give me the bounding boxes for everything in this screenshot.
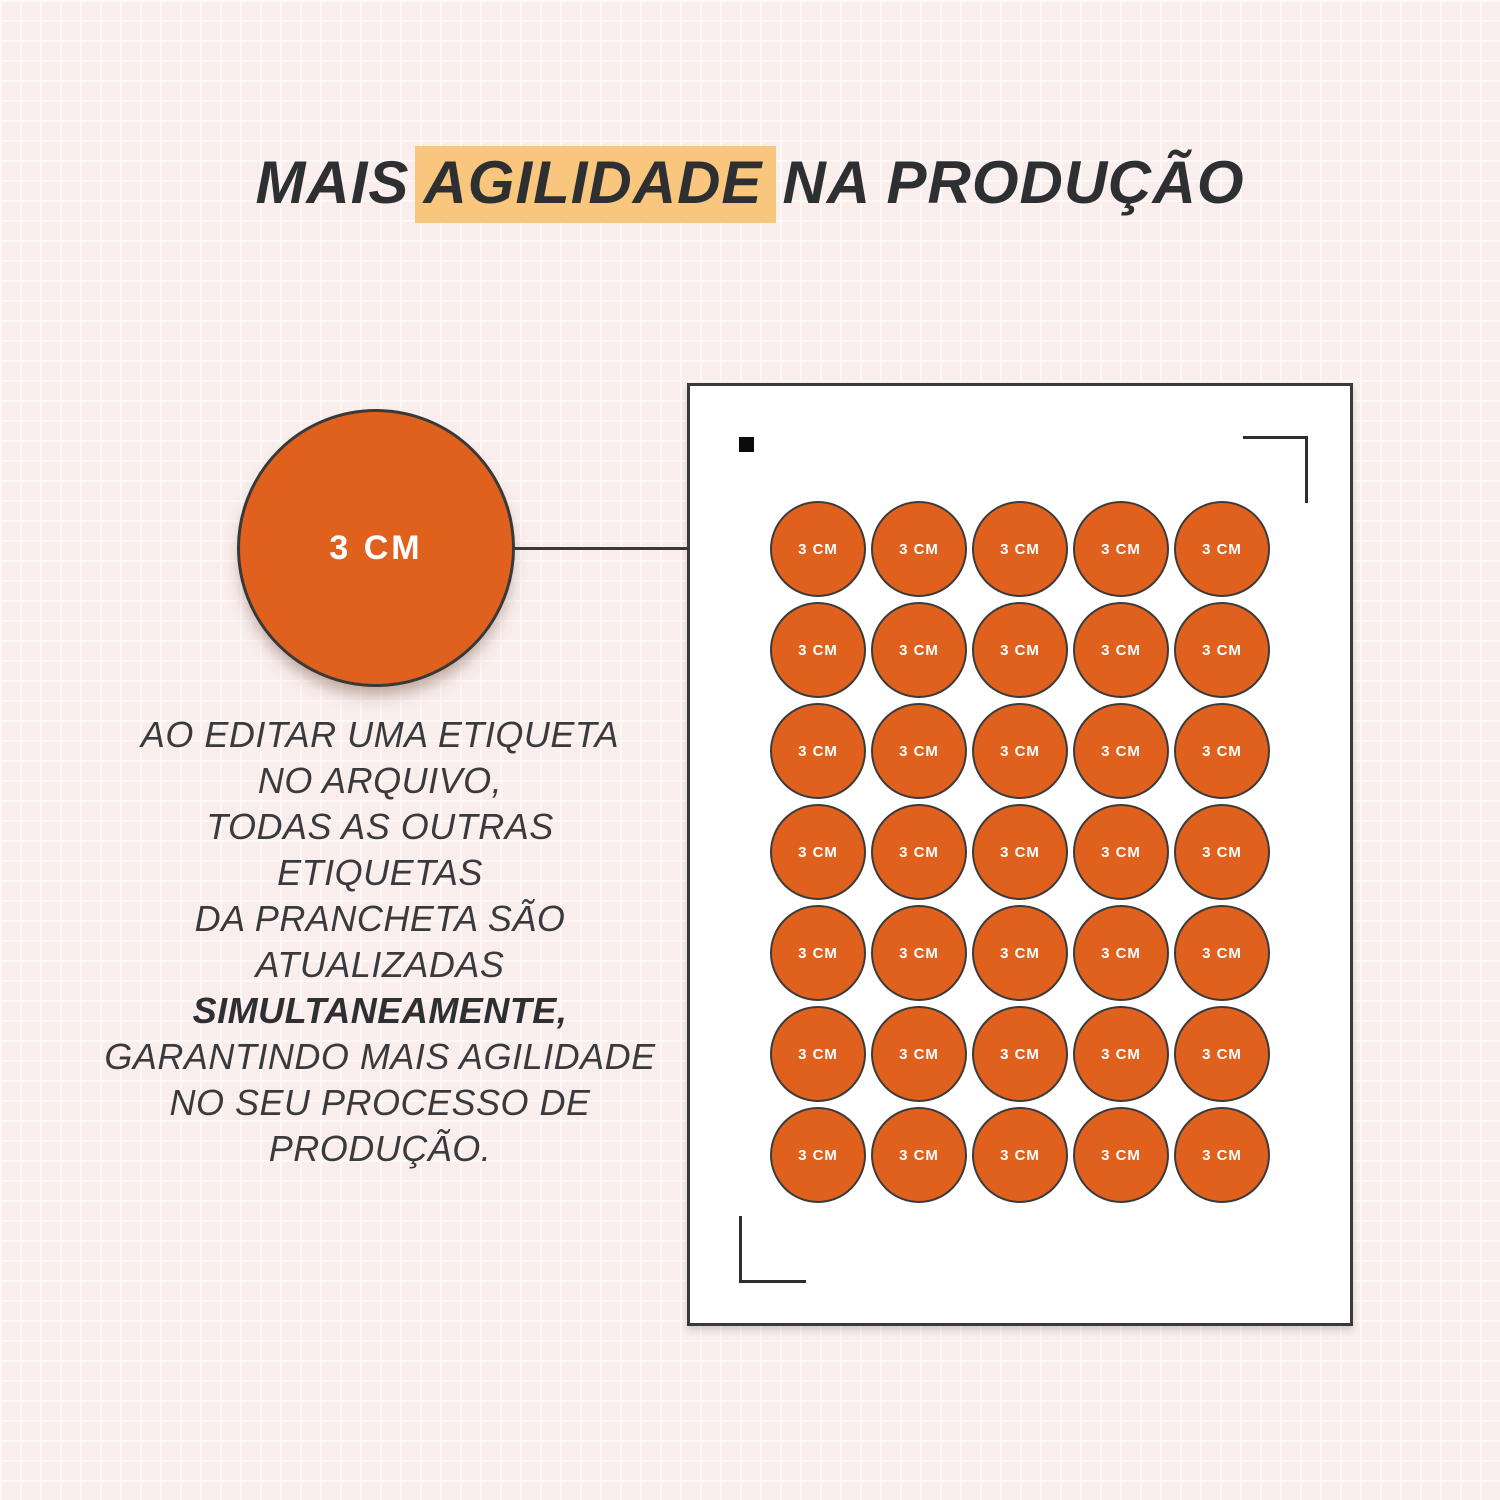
sticker-size-label: 3 CM [1202,1146,1242,1164]
sticker-size-label: 3 CM [1000,1045,1040,1063]
sticker-size-label: 3 CM [1202,944,1242,962]
description-text [55,712,705,1172]
sticker-size-label: 3 CM [899,1146,939,1164]
sticker-circle [1073,501,1169,597]
sticker-circle [1174,602,1270,698]
crop-mark-bottom-left [739,1216,806,1283]
sticker-circle [1073,703,1169,799]
sticker-size-label: 3 CM [1202,1045,1242,1063]
sticker-size-label: 3 CM [1000,742,1040,760]
description-line: NO ARQUIVO, [257,760,503,801]
sticker-circle [871,804,967,900]
sticker-size-label: 3 CM [899,843,939,861]
sticker-circle [1174,501,1270,597]
sticker-circle [871,703,967,799]
sticker-size-label: 3 CM [798,742,838,760]
registration-square-mark [739,437,754,452]
sticker-circle [972,703,1068,799]
sticker-size-label: 3 CM [798,944,838,962]
sticker-circle [972,1006,1068,1102]
sticker-circle [871,905,967,1001]
sticker-size-label: 3 CM [798,540,838,558]
sticker-grid [770,501,1270,1203]
sticker-circle [1174,905,1270,1001]
sticker-circle [972,501,1068,597]
sticker-size-label: 3 CM [1101,540,1141,558]
sticker-circle [1073,804,1169,900]
description-line: ETIQUETAS [277,852,483,893]
sticker-size-label: 3 CM [1101,742,1141,760]
size-callout-label: 3 CM [329,528,423,567]
sticker-size-label: 3 CM [899,540,939,558]
sticker-circle [972,905,1068,1001]
sticker-size-label: 3 CM [1202,843,1242,861]
crop-mark-top-right [1243,436,1308,503]
sticker-size-label: 3 CM [1000,1146,1040,1164]
sticker-circle [1174,1107,1270,1203]
sticker-circle [972,602,1068,698]
description-line: PRODUÇÃO. [268,1128,492,1169]
sticker-circle [1174,804,1270,900]
sticker-circle [1073,1107,1169,1203]
sticker-circle [1174,703,1270,799]
sticker-size-label: 3 CM [1101,1045,1141,1063]
sticker-size-label: 3 CM [899,742,939,760]
sticker-circle [972,804,1068,900]
sticker-circle [871,1107,967,1203]
sticker-circle [1174,1006,1270,1102]
sticker-circle [770,1107,866,1203]
sticker-circle [1073,602,1169,698]
sticker-size-label: 3 CM [1202,742,1242,760]
sticker-size-label: 3 CM [1202,540,1242,558]
description-line: DA PRANCHETA SÃO [194,898,566,939]
description-line: AO EDITAR UMA ETIQUETA [140,714,620,755]
sticker-size-label: 3 CM [1202,641,1242,659]
sticker-size-label: 3 CM [1000,944,1040,962]
sticker-circle [871,602,967,698]
sticker-size-label: 3 CM [1101,944,1141,962]
sticker-size-label: 3 CM [798,1146,838,1164]
description-line: ATUALIZADAS [255,944,505,985]
sticker-size-label: 3 CM [1101,843,1141,861]
page-title [0,148,1500,217]
sticker-circle [770,804,866,900]
sticker-circle [1073,905,1169,1001]
sticker-size-label: 3 CM [1101,641,1141,659]
sticker-circle [1073,1006,1169,1102]
sticker-size-label: 3 CM [1000,540,1040,558]
description-line: TODAS AS OUTRAS [206,806,554,847]
sticker-size-label: 3 CM [1101,1146,1141,1164]
description-line: GARANTINDO MAIS AGILIDADE [104,1036,656,1077]
size-callout-circle [237,409,515,687]
sticker-circle [871,501,967,597]
sticker-circle [770,703,866,799]
title-post: NA PRODUÇÃO [782,149,1245,216]
sticker-circle [871,1006,967,1102]
sticker-circle [770,602,866,698]
title-highlight: AGILIDADE [415,146,776,223]
sticker-size-label: 3 CM [899,1045,939,1063]
label-sheet-mockup [687,383,1353,1326]
sticker-circle [770,1006,866,1102]
sticker-size-label: 3 CM [899,944,939,962]
sticker-circle [770,905,866,1001]
title-pre: MAIS [255,149,410,216]
sticker-size-label: 3 CM [1000,843,1040,861]
sticker-size-label: 3 CM [798,641,838,659]
sticker-size-label: 3 CM [798,843,838,861]
sticker-size-label: 3 CM [899,641,939,659]
description-line: NO SEU PROCESSO DE [169,1082,591,1123]
sticker-circle [770,501,866,597]
description-line: SIMULTANEAMENTE, [192,990,568,1031]
sticker-size-label: 3 CM [798,1045,838,1063]
sticker-size-label: 3 CM [1000,641,1040,659]
sticker-circle [972,1107,1068,1203]
